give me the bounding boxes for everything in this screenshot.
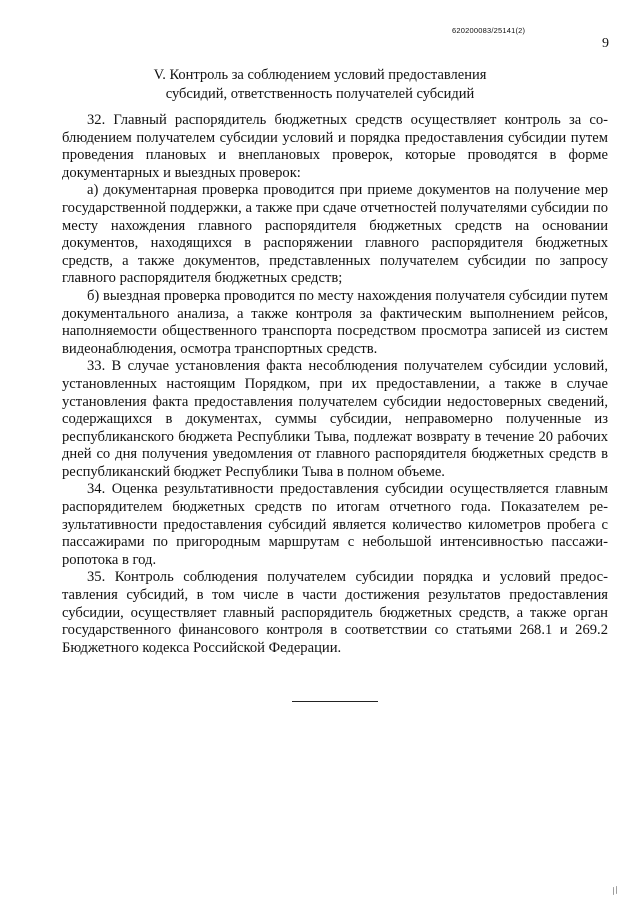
page-number: 9 bbox=[602, 36, 609, 51]
body-text bbox=[62, 112, 608, 657]
end-divider bbox=[292, 701, 378, 702]
paragraph-35: 35. Контроль соблюдения получателем субсидии порядка и условий предоставления субсидий, в том числе в части достижения результатов предоставления субсидии, осуществляет главный распорядитель бюджетных средств, а также орган государственного финансового контроля в соответствии со статьями 268.1 и 269.2 Бюджетного кодекса Российской Федерации. bbox=[62, 569, 608, 656]
paragraph-33: 33. В случае установления факта несоблюдения получателем субсидии условий, установленных настоящим Порядком, при их предоставлении, а также в случае установления факта предоставления получателем субсидии недостоверных сведений, содержащихся в документах, суммы субсидии, неправомерно полученные из республиканского бюджета Республики Тыва, подлежат возврату в течение 20 рабочих дней со дня получения уведомления от главного распорядителя бюджетных средств в республиканский бюджет Республики Тыва в полном объеме. bbox=[62, 358, 608, 480]
section-title-line-1: V. Контроль за соблюдением условий предоставления bbox=[153, 67, 487, 83]
document-code: 620200083/25141(2) bbox=[452, 26, 526, 35]
paragraph-34: 34. Оценка результативности предоставления субсидии осуществляется главным распорядителем бюджетных средств по итогам отчетного года. Показателем результативности предоставления субсидий является количество километров пробега с пассажирами по пригородным маршрутам с небольшой интенсивностью пассажиропотока в год. bbox=[62, 481, 608, 568]
corner-mark: // bbox=[610, 884, 620, 898]
paragraph-32-b: б) выездная проверка проводится по месту нахождения получателя субсидии путем документального анализа, а также контроля за фактическим выполнением рейсов, наполняемости общественного транспорта посредством просмотра записей из систем видеонаблюдения, осмотра транспортных средств. bbox=[62, 287, 608, 357]
section-title-line-2: субсидий, ответственность получателей субсидий bbox=[165, 86, 475, 102]
paragraph-32: 32. Главный распорядитель бюджетных средств осуществляет контроль за соблюдением получателем субсидии условий и порядка предоставления субсидии путем проведения плановых и внеплановых проверок, которые проводятся в форме документарных и выездных проверок: bbox=[62, 112, 608, 181]
paragraph-32-a: а) документарная проверка проводится при приеме документов на получение мер государственной поддержки, а также при сдаче отчетностей получателями субсидии по месту нахождения главного распорядителя бюджетных средств на основании документов, находящихся в распоряжении главного распорядителя бюджетных средств, а также документов, представленных получателем субсидии по запросу главного распорядителя бюджетных средств; bbox=[62, 182, 608, 287]
section-title bbox=[0, 66, 640, 104]
